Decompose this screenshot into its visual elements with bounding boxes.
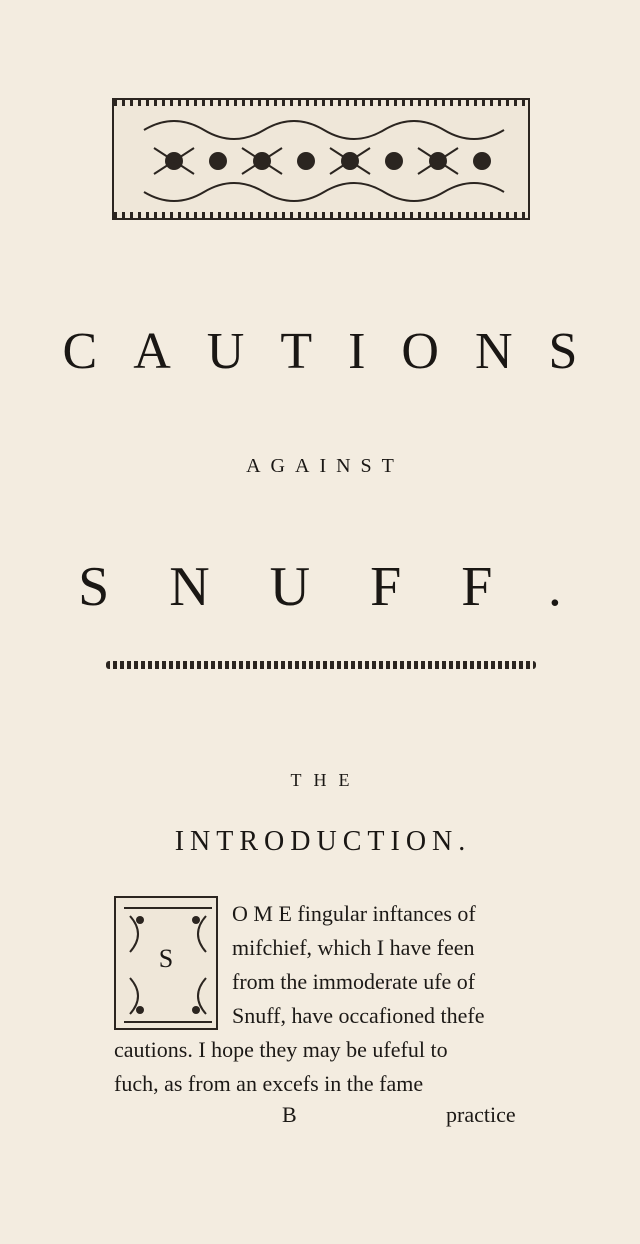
drop-cap-letter: S — [158, 944, 174, 973]
body-line-4: Snuff, have occafioned thefe — [232, 1003, 485, 1028]
heading-the: THE — [290, 770, 362, 790]
body-line-6: fuch, as from an excefs in the fame — [114, 1071, 424, 1096]
heading-introduction: INTRODUCTION. — [174, 826, 472, 857]
body-line-3: from the immoderate ufe of — [232, 969, 476, 994]
body-line-2: mifchief, which I have feen — [232, 935, 475, 960]
drop-cap-frame — [114, 896, 218, 1030]
body-line-5: cautions. I hope they may be ufeful to — [114, 1037, 448, 1062]
catchword: practice — [446, 1102, 516, 1127]
headpiece-ornament — [112, 98, 530, 220]
title-snuff: SNUFF. — [78, 556, 622, 618]
body-line-1: O M E fingular inftances of — [232, 901, 476, 926]
title-cautions: CAUTIONS — [62, 323, 614, 380]
printers-rule-ornament — [106, 661, 536, 669]
title-against: AGAINST — [246, 455, 404, 477]
signature-mark: B — [282, 1102, 297, 1127]
